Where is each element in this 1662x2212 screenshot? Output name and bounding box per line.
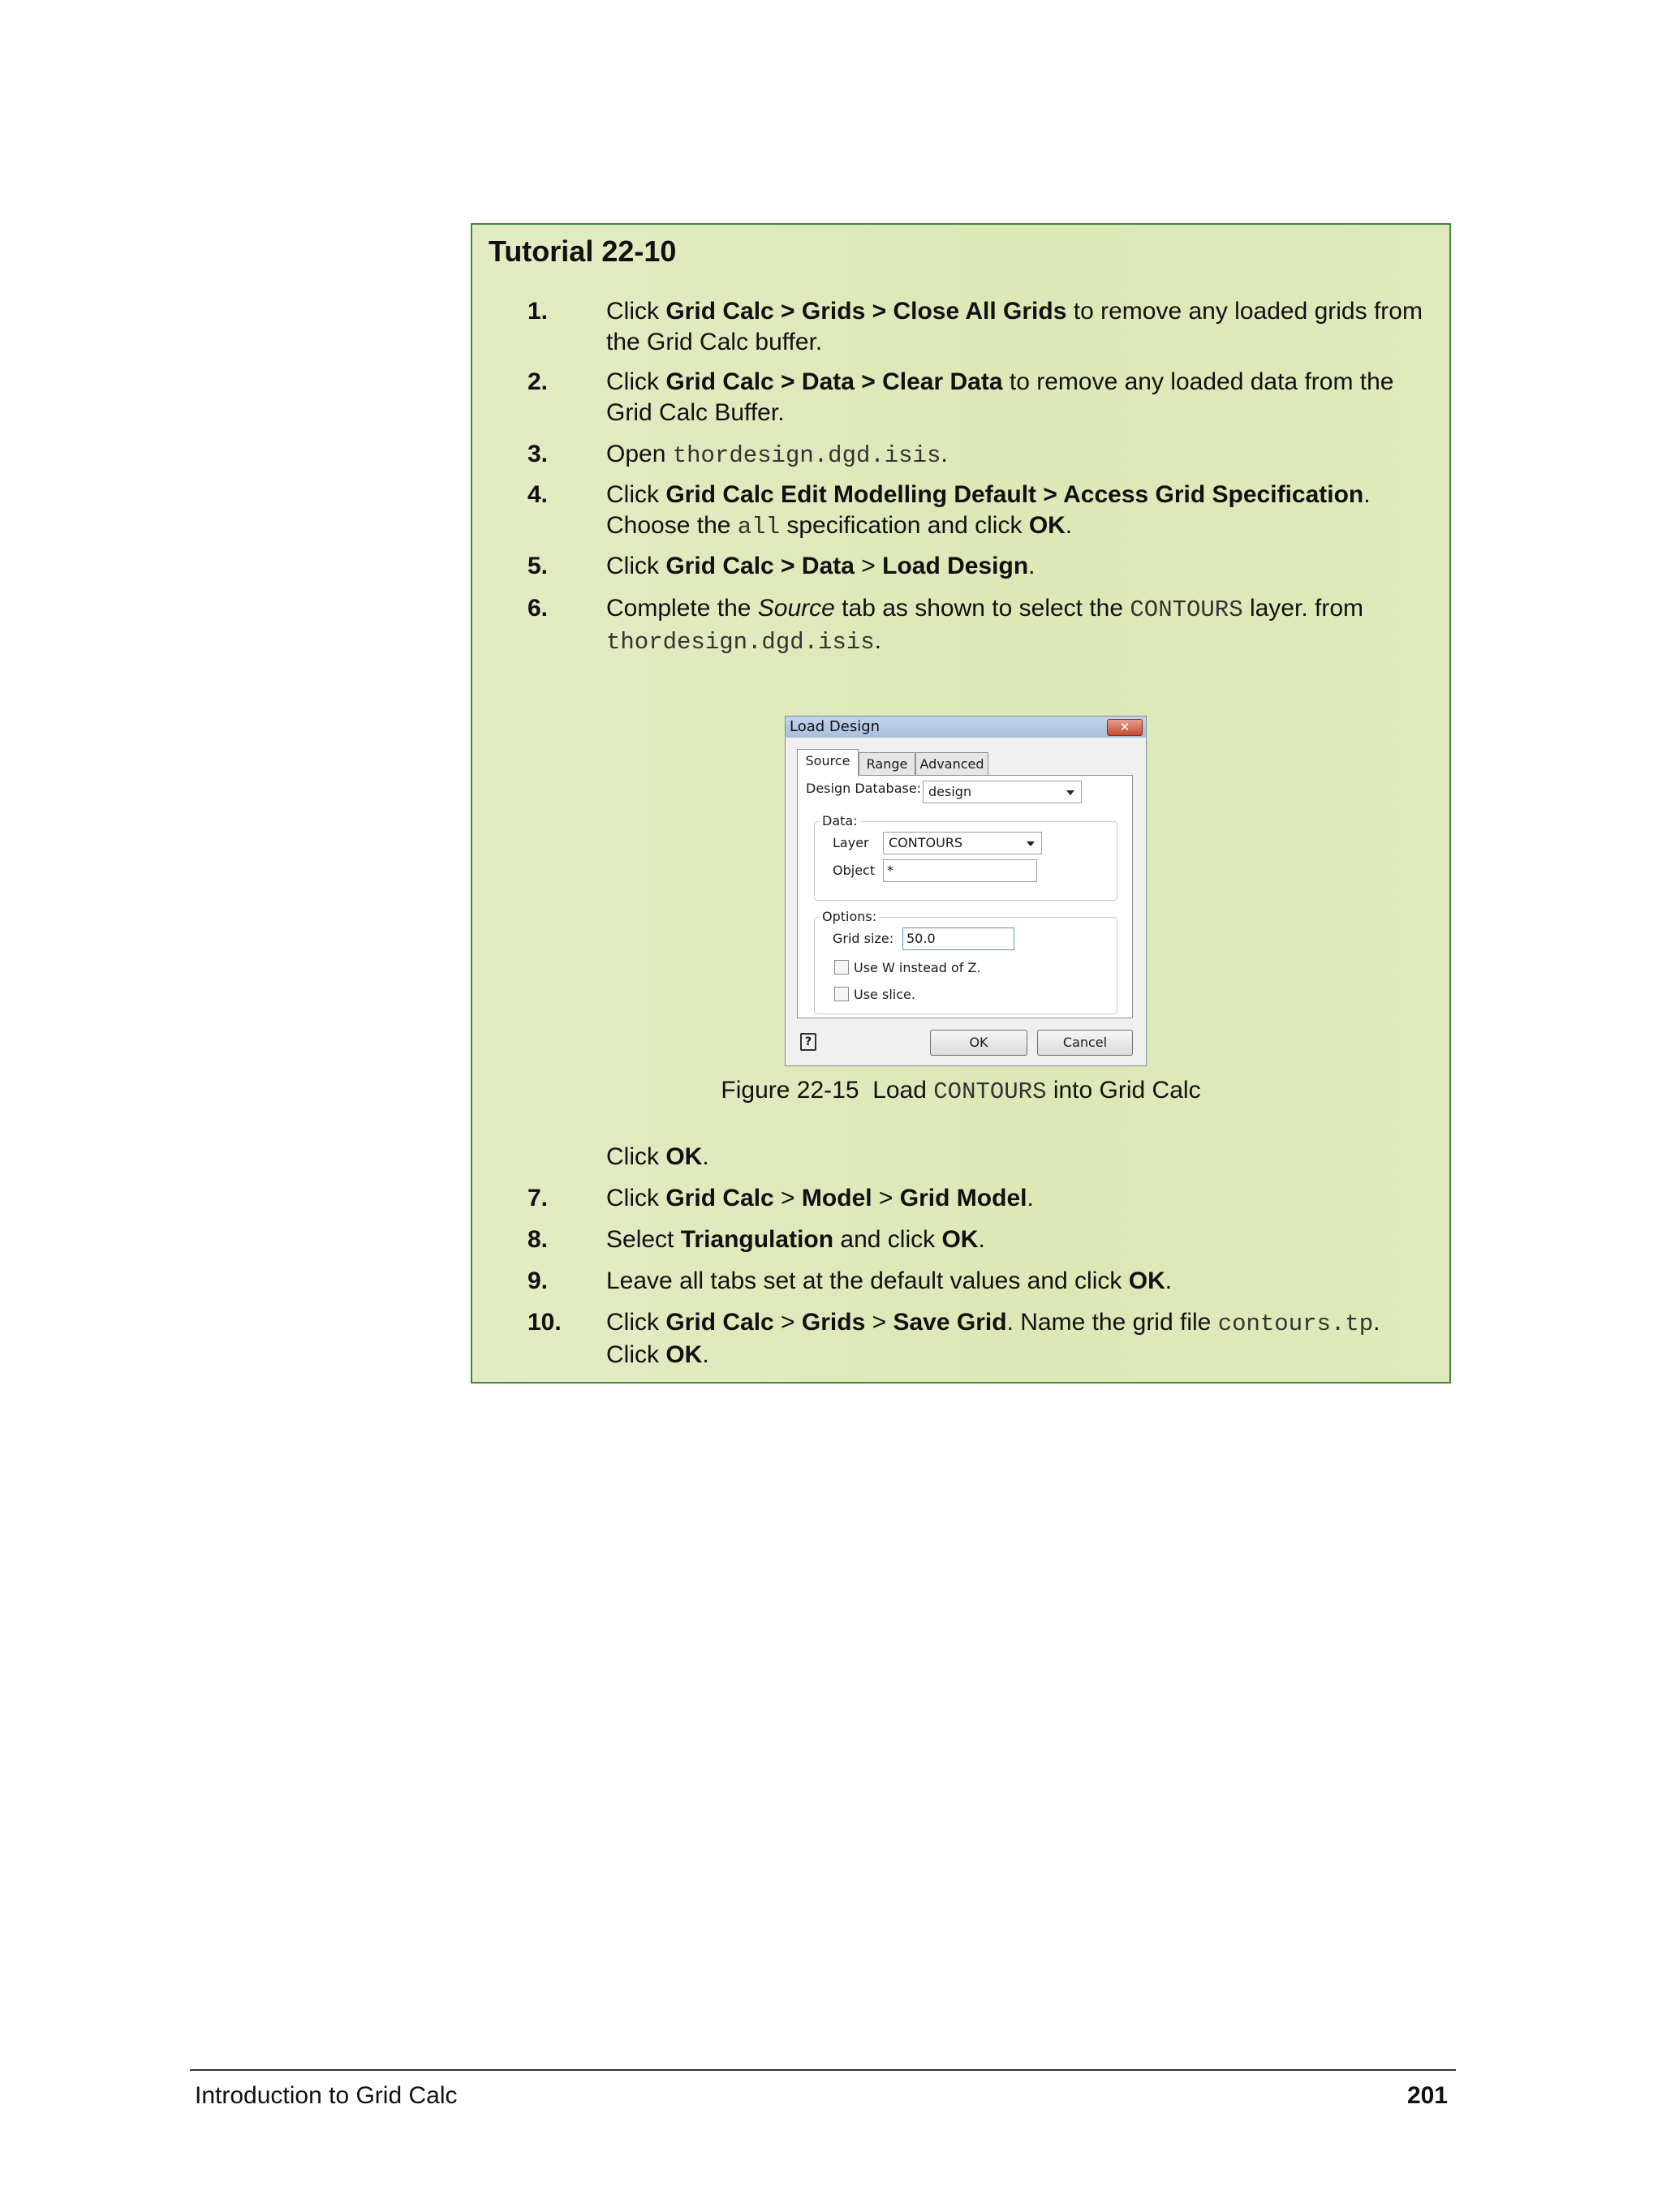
data-group-label: Data: — [820, 813, 860, 828]
step-number: 3. — [527, 441, 549, 467]
step-9 — [527, 1266, 1428, 1297]
step-text — [606, 1266, 1428, 1297]
step-text-segment: Load Design — [882, 553, 1029, 579]
step-text-segment: Grid Calc > Grids > Close All Grids — [665, 298, 1067, 325]
step-text-segment: Grids — [801, 1309, 866, 1336]
step-text-segment: thordesign.dgd.isis — [672, 442, 941, 469]
tab-source[interactable]: Source — [797, 749, 859, 777]
step-text-segment: OK — [665, 1143, 703, 1170]
step-text-segment: Select — [606, 1226, 681, 1253]
chevron-down-icon — [1066, 790, 1074, 795]
step-5 — [527, 551, 1428, 582]
step-4 — [527, 480, 1428, 543]
step-number: 8. — [527, 1226, 549, 1253]
step-6 — [527, 593, 1428, 658]
step-text-segment: . — [1028, 553, 1036, 579]
caption-suffix: into Grid Calc — [1046, 1077, 1201, 1104]
step-text-segment: Click — [606, 481, 666, 508]
step-text — [606, 480, 1428, 543]
load-design-dialog — [785, 716, 1147, 1066]
dialog-titlebar — [786, 717, 1146, 738]
step-text — [606, 593, 1428, 658]
step-text-segment: and click — [833, 1226, 942, 1253]
step-text-segment: Grid Calc Edit Modelling Default > Access Grid Specification — [665, 481, 1364, 508]
data-group — [814, 813, 1117, 901]
step-text-segment: Click — [606, 1309, 666, 1336]
step-number: 9. — [527, 1267, 549, 1294]
step-text-segment: . — [702, 1341, 709, 1368]
step-text — [606, 1224, 1428, 1255]
tutorial-box — [471, 223, 1451, 1384]
step-text-segment: Grid Calc — [665, 1185, 774, 1211]
options-group — [814, 909, 1117, 1014]
step-text-segment: OK — [941, 1226, 979, 1253]
step-text-segment: to remove any loaded data from the Grid Calc Buffer. — [606, 368, 1394, 426]
step-text — [606, 296, 1428, 358]
caption-code: CONTOURS — [933, 1078, 1047, 1105]
step-text — [606, 551, 1428, 582]
step-text-segment: > — [854, 553, 883, 579]
ok-button[interactable]: OK — [930, 1030, 1027, 1056]
step-text-segment: to remove any loaded grids from the Grid Calc buffer. — [606, 298, 1423, 355]
step-text-segment: Source — [757, 595, 835, 622]
use-slice-label: Use slice. — [854, 987, 915, 1002]
tab-advanced[interactable]: Advanced — [915, 752, 988, 775]
options-group-label: Options: — [820, 909, 879, 924]
step-text-segment: contours.tp — [1217, 1310, 1374, 1337]
step-text-segment: . — [941, 441, 948, 467]
dialog-title: Load Design — [790, 718, 881, 735]
step-text-segment: > — [773, 1309, 802, 1336]
step-number: 6. — [527, 595, 549, 622]
help-icon[interactable]: ? — [800, 1033, 816, 1051]
step-text — [606, 439, 1428, 471]
step-text-segment: Click — [606, 553, 666, 579]
design-database-select[interactable] — [923, 781, 1082, 803]
object-input[interactable]: * — [883, 859, 1037, 882]
object-label: Object — [833, 863, 876, 878]
step-text-segment: Grid Model — [899, 1185, 1027, 1211]
grid-size-input[interactable]: 50.0 — [902, 927, 1014, 950]
step-text — [606, 1142, 1428, 1173]
footer-rule — [190, 2069, 1456, 2071]
cancel-button[interactable]: Cancel — [1037, 1030, 1133, 1056]
step-text-segment: thordesign.dgd.isis — [606, 629, 875, 656]
step-text-segment: Grid Calc > Data > Clear Data — [665, 368, 1003, 395]
step-number: 4. — [527, 481, 549, 508]
close-icon[interactable]: ✕ — [1107, 719, 1143, 736]
step-text-segment: Leave all tabs set at the default values and click — [606, 1267, 1129, 1294]
step-text-segment: . Choose the — [606, 481, 1371, 539]
design-database-value: design — [928, 784, 972, 799]
step-text-segment: Grid Calc > Data — [665, 553, 855, 579]
step-text-segment: specification and click — [780, 512, 1029, 539]
layer-select[interactable] — [883, 832, 1042, 854]
layer-value: CONTOURS — [889, 835, 963, 850]
step-text-segment: > — [872, 1185, 900, 1211]
step-text-segment: Click — [606, 368, 666, 395]
step-text-segment: Triangulation — [680, 1226, 834, 1253]
design-database-label: Design Database: — [806, 781, 922, 796]
step-7 — [527, 1183, 1428, 1214]
step-number: 10. — [527, 1309, 562, 1336]
step-number: 1. — [527, 298, 549, 325]
step-text-segment: Click — [606, 298, 666, 325]
footer-section-title: Introduction to Grid Calc — [195, 2082, 458, 2109]
tab-range[interactable]: Range — [859, 752, 915, 775]
step-6-continued — [527, 1142, 1428, 1173]
step-number: 2. — [527, 368, 549, 395]
step-text — [606, 1183, 1428, 1214]
step-text-segment: CONTOURS — [1130, 596, 1243, 623]
step-text-segment: Model — [801, 1185, 872, 1211]
step-text-segment: Click — [606, 1143, 666, 1170]
step-10 — [527, 1307, 1428, 1371]
chevron-down-icon — [1027, 841, 1035, 846]
layer-label: Layer — [833, 835, 869, 850]
step-text-segment: > — [865, 1309, 893, 1336]
step-text-segment: Grid Calc — [665, 1309, 774, 1336]
caption-prefix: Figure 22-15 Load — [721, 1077, 934, 1104]
step-text-segment: Save Grid — [893, 1309, 1007, 1336]
step-text-segment: Complete the — [606, 595, 758, 622]
step-text-segment: . — [1165, 1267, 1173, 1294]
step-text-segment: . — [1027, 1185, 1034, 1211]
step-text-segment: OK — [1028, 512, 1066, 539]
step-text — [606, 367, 1428, 428]
step-2 — [527, 367, 1428, 428]
tutorial-title: Tutorial 22-10 — [489, 235, 677, 268]
step-text-segment: layer. from — [1242, 595, 1363, 622]
step-text-segment: OK — [665, 1341, 703, 1368]
step-text-segment: tab as shown to select the — [834, 595, 1130, 622]
grid-size-label: Grid size: — [833, 931, 894, 946]
step-number: 5. — [527, 553, 549, 579]
step-text — [606, 1307, 1428, 1371]
step-8 — [527, 1224, 1428, 1255]
step-text-segment: . — [702, 1143, 709, 1170]
step-1 — [527, 296, 1428, 358]
step-text-segment: . — [1065, 512, 1073, 539]
figure-caption — [472, 1077, 1449, 1105]
step-text-segment: Click — [606, 1185, 666, 1211]
use-slice-checkbox[interactable] — [834, 987, 849, 1001]
page-number: 201 — [1406, 2082, 1448, 2109]
step-text-segment: OK — [1128, 1267, 1165, 1294]
source-tab-panel — [797, 775, 1133, 1018]
step-number: 7. — [527, 1185, 549, 1211]
step-text-segment: > — [773, 1185, 802, 1211]
step-text-segment: . Name the grid file — [1006, 1309, 1218, 1336]
step-text-segment: . Click — [606, 1309, 1380, 1368]
step-text-segment: . — [978, 1226, 985, 1253]
step-text-segment: Open — [606, 441, 673, 467]
step-text-segment: all — [737, 514, 780, 540]
use-w-checkbox[interactable] — [834, 960, 849, 975]
use-w-label: Use W instead of Z. — [854, 960, 981, 975]
step-text-segment: . — [874, 627, 881, 654]
step-3 — [527, 439, 1428, 471]
